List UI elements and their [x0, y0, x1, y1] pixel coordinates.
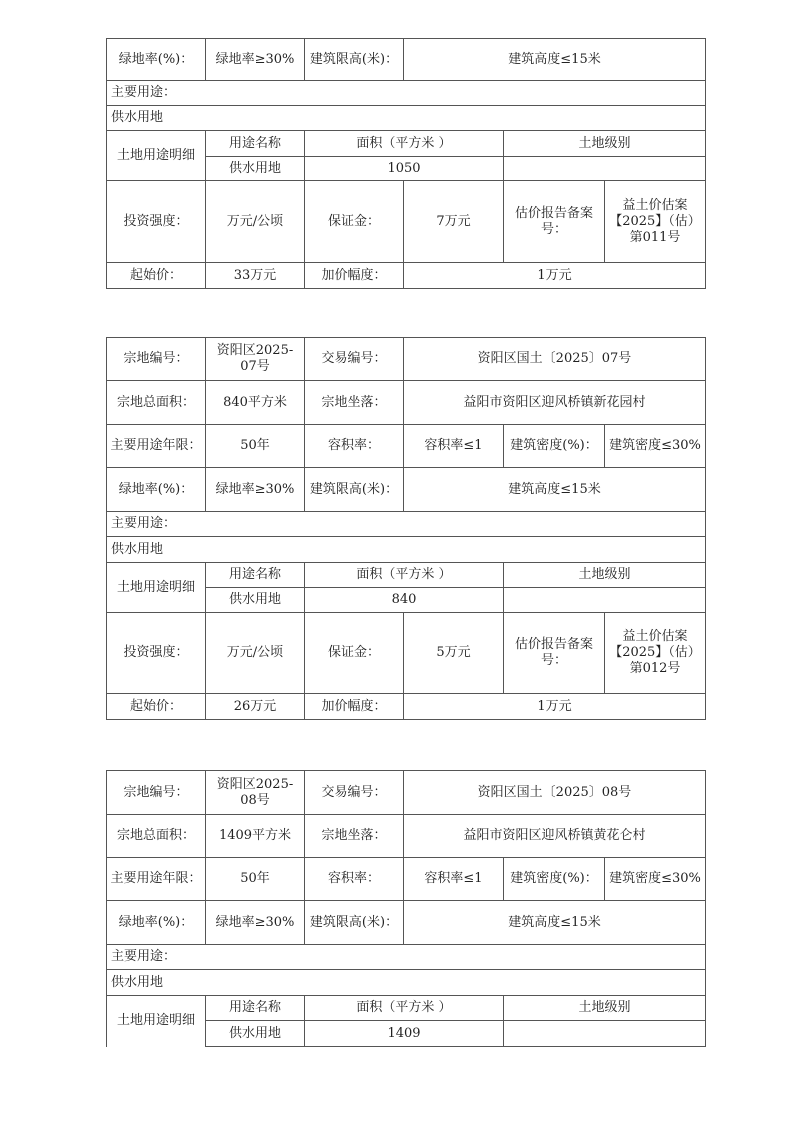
starting-price-label: 起始价：: [107, 694, 206, 720]
investment-value: 万元/公顷: [206, 613, 305, 694]
appraisal-value: 益土价估案【2025】（估）第012号: [605, 613, 706, 694]
use-name-header: 用途名称: [206, 563, 305, 588]
far-value: 容积率≤1: [404, 858, 504, 901]
use-name-header: 用途名称: [206, 131, 305, 157]
main-use-label: 主要用途：: [107, 945, 706, 970]
area-value: 840: [305, 588, 504, 613]
main-use-label: 主要用途：: [107, 81, 706, 106]
land-grade-header: 土地级别: [504, 996, 706, 1021]
parcel-table-a: [106, 38, 706, 289]
main-use-label: 主要用途：: [107, 512, 706, 537]
appraisal-label: 估价报告备案号：: [504, 181, 605, 263]
deposit-value: 5万元: [404, 613, 504, 694]
location-label: 宗地坐落：: [305, 381, 404, 425]
location-value: 益阳市资阳区迎风桥镇新花园村: [404, 381, 706, 425]
trade-number-label: 交易编号：: [305, 338, 404, 381]
density-value: 建筑密度≤30%: [605, 858, 706, 901]
total-area-value: 840平方米: [206, 381, 305, 425]
green-rate-label: 绿地率(%)：: [107, 468, 206, 512]
trade-number-value: 资阳区国土〔2025〕08号: [404, 771, 706, 815]
investment-value: 万元/公顷: [206, 181, 305, 263]
main-use-value: 供水用地: [107, 106, 706, 131]
use-term-label: 主要用途年限：: [107, 425, 206, 468]
increment-label: 加价幅度：: [305, 694, 404, 720]
parcel-table-b: [106, 337, 706, 720]
area-header: 面积（平方米 ）: [305, 563, 504, 588]
height-limit-label: 建筑限高(米)：: [305, 39, 404, 81]
height-limit-value: 建筑高度≤15米: [404, 39, 706, 81]
green-rate-label: 绿地率(%)：: [107, 901, 206, 945]
area-value: 1409: [305, 1021, 504, 1047]
use-name-header: 用途名称: [206, 996, 305, 1021]
use-name: 供水用地: [206, 1021, 305, 1047]
increment-label: 加价幅度：: [305, 263, 404, 289]
density-label: 建筑密度(%)：: [504, 425, 605, 468]
land-grade-value: [504, 588, 706, 613]
parcel-table-c: [106, 770, 706, 1047]
increment-value: 1万元: [404, 694, 706, 720]
green-rate-value: 绿地率≥30%: [206, 901, 305, 945]
main-use-value: 供水用地: [107, 537, 706, 563]
total-area-label: 宗地总面积：: [107, 381, 206, 425]
green-rate-value: 绿地率≥30%: [206, 468, 305, 512]
density-value: 建筑密度≤30%: [605, 425, 706, 468]
land-use-detail-label: 土地用途明细: [107, 996, 206, 1047]
investment-label: 投资强度：: [107, 181, 206, 263]
total-area-value: 1409平方米: [206, 815, 305, 858]
land-use-detail-label: 土地用途明细: [107, 131, 206, 181]
investment-label: 投资强度：: [107, 613, 206, 694]
far-label: 容积率：: [305, 858, 404, 901]
height-limit-label: 建筑限高(米)：: [305, 901, 404, 945]
area-value: 1050: [305, 157, 504, 181]
area-header: 面积（平方米 ）: [305, 996, 504, 1021]
land-grade-value: [504, 1021, 706, 1047]
height-limit-label: 建筑限高(米)：: [305, 468, 404, 512]
density-label: 建筑密度(%)：: [504, 858, 605, 901]
parcel-id-value: 资阳区2025-07号: [206, 338, 305, 381]
green-rate-value: 绿地率≥30%: [206, 39, 305, 81]
height-limit-value: 建筑高度≤15米: [404, 901, 706, 945]
main-use-value: 供水用地: [107, 970, 706, 996]
trade-number-value: 资阳区国土〔2025〕07号: [404, 338, 706, 381]
use-term-label: 主要用途年限：: [107, 858, 206, 901]
area-header: 面积（平方米 ）: [305, 131, 504, 157]
starting-price-value: 33万元: [206, 263, 305, 289]
deposit-label: 保证金：: [305, 613, 404, 694]
total-area-label: 宗地总面积：: [107, 815, 206, 858]
land-grade-value: [504, 157, 706, 181]
trade-number-label: 交易编号：: [305, 771, 404, 815]
starting-price-value: 26万元: [206, 694, 305, 720]
deposit-label: 保证金：: [305, 181, 404, 263]
location-label: 宗地坐落：: [305, 815, 404, 858]
deposit-value: 7万元: [404, 181, 504, 263]
use-term-value: 50年: [206, 425, 305, 468]
use-name: 供水用地: [206, 157, 305, 181]
use-name: 供水用地: [206, 588, 305, 613]
parcel-id-value: 资阳区2025-08号: [206, 771, 305, 815]
appraisal-value: 益土价估案【2025】（估）第011号: [605, 181, 706, 263]
parcel-id-label: 宗地编号：: [107, 338, 206, 381]
parcel-id-label: 宗地编号：: [107, 771, 206, 815]
land-grade-header: 土地级别: [504, 563, 706, 588]
use-term-value: 50年: [206, 858, 305, 901]
location-value: 益阳市资阳区迎风桥镇黄花仑村: [404, 815, 706, 858]
far-label: 容积率：: [305, 425, 404, 468]
green-rate-label: 绿地率(%)：: [107, 39, 206, 81]
starting-price-label: 起始价：: [107, 263, 206, 289]
land-grade-header: 土地级别: [504, 131, 706, 157]
land-use-detail-label: 土地用途明细: [107, 563, 206, 613]
appraisal-label: 估价报告备案号：: [504, 613, 605, 694]
increment-value: 1万元: [404, 263, 706, 289]
height-limit-value: 建筑高度≤15米: [404, 468, 706, 512]
far-value: 容积率≤1: [404, 425, 504, 468]
